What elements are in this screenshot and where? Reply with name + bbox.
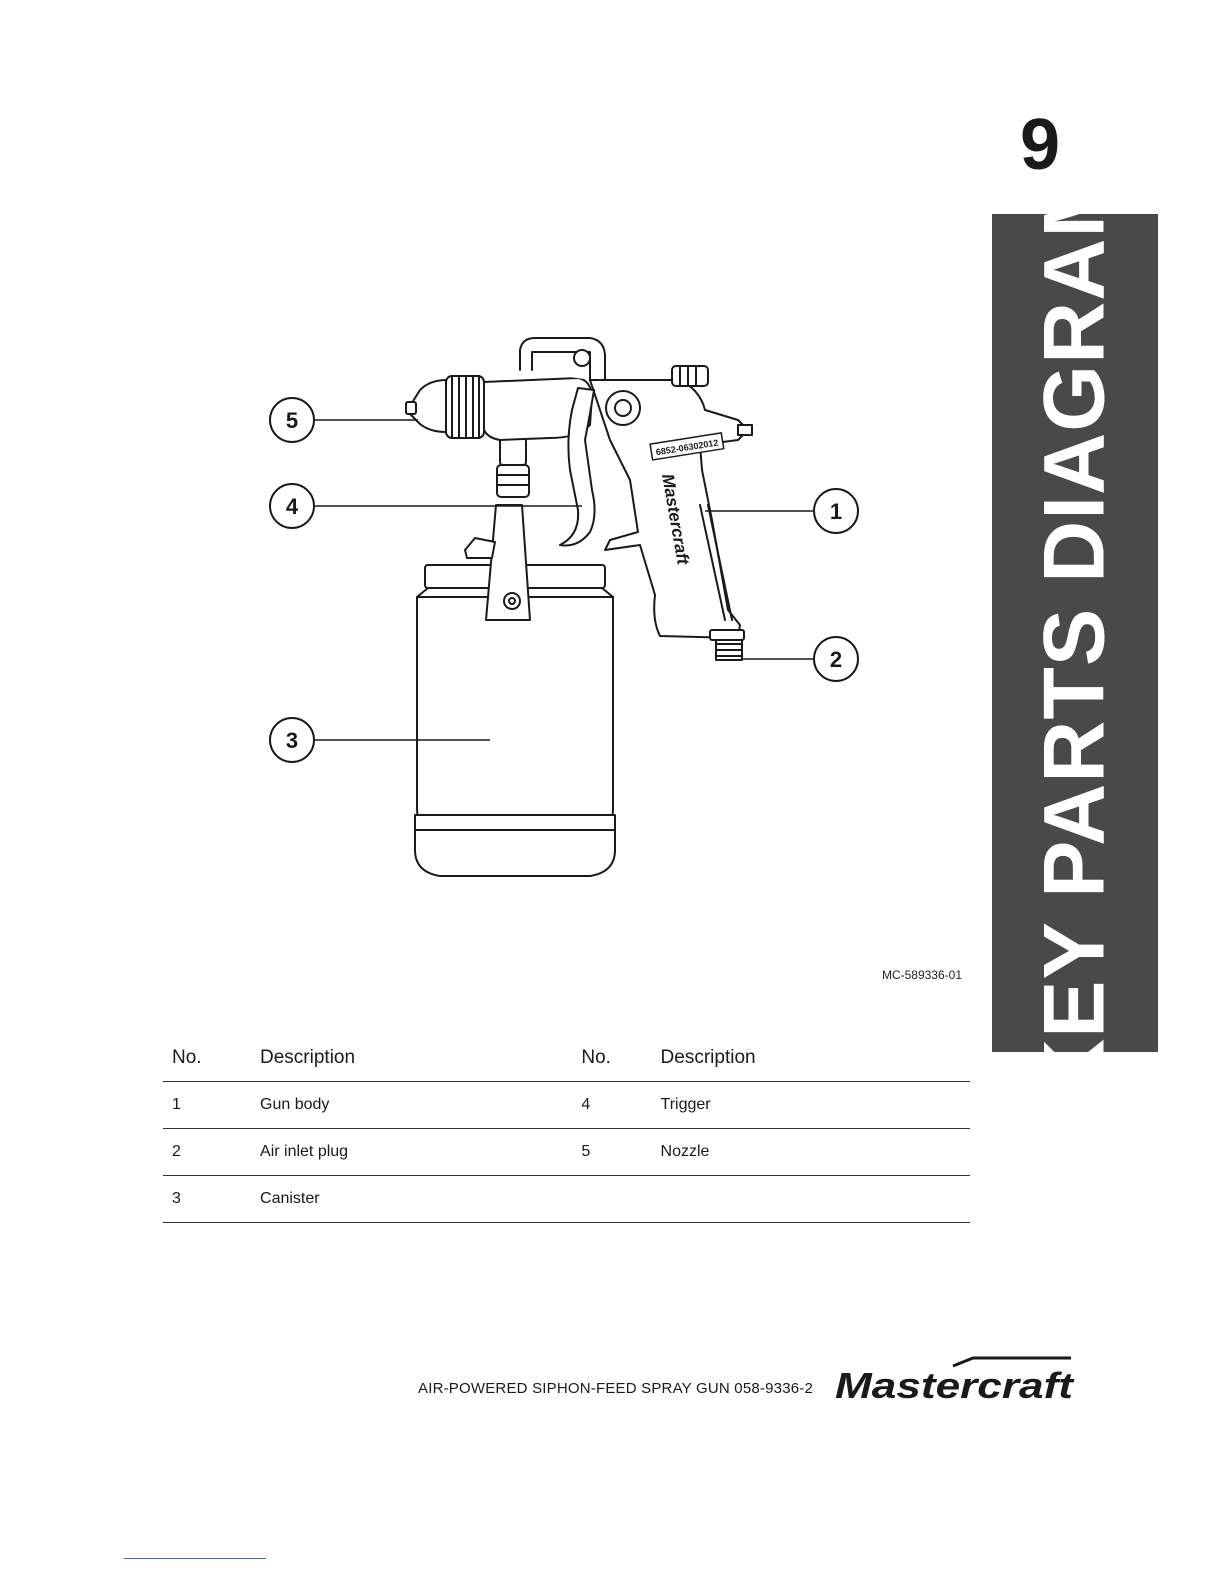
callout-5 — [270, 398, 418, 442]
svg-text:1: 1 — [829, 499, 843, 524]
header-no-a: No. — [163, 1035, 260, 1082]
parts-table — [163, 1035, 970, 1223]
section-title: KEY PARTS DIAGRAM — [1026, 165, 1123, 1101]
table-row — [163, 1129, 970, 1176]
cell-description: Trigger — [661, 1082, 970, 1129]
cell-description: Air inlet plug — [260, 1129, 571, 1176]
cell-description: Gun body — [260, 1082, 571, 1129]
svg-text:5: 5 — [285, 408, 299, 433]
footer-product-title: AIR-POWERED SIPHON-FEED SPRAY GUN 058-9336-2 — [418, 1380, 814, 1397]
callout-4 — [270, 484, 582, 528]
table-header-row — [163, 1035, 970, 1082]
svg-text:6852-06302012: 6852-06302012 — [655, 437, 720, 458]
cell-description: Nozzle — [661, 1129, 970, 1176]
canister-bottom-band — [415, 815, 615, 876]
section-tab — [992, 165, 1158, 1101]
adjustment-knob — [606, 391, 640, 425]
cell-no: 5 — [571, 1129, 660, 1176]
page-number: 9 — [1019, 105, 1061, 185]
svg-text:3: 3 — [285, 728, 299, 753]
cell-no: 4 — [571, 1082, 660, 1129]
brand-logo — [833, 1356, 1077, 1404]
cell-no: 1 — [163, 1082, 260, 1129]
callout-2 — [742, 637, 858, 681]
body-brand: Mastercraft — [658, 472, 693, 566]
header-description-a: Description — [260, 1035, 571, 1082]
spray-gun-illustration — [406, 338, 752, 876]
callout-1 — [705, 489, 858, 533]
svg-text:2: 2 — [829, 647, 843, 672]
table-row — [163, 1082, 970, 1129]
table-row — [163, 1176, 970, 1223]
header-no-b: No. — [571, 1035, 660, 1082]
figure-code: MC-589336-01 — [881, 968, 962, 982]
svg-text:4: 4 — [285, 494, 299, 519]
cell-no — [571, 1176, 660, 1223]
cell-description — [661, 1176, 970, 1223]
cell-description: Canister — [260, 1176, 571, 1223]
cell-no: 2 — [163, 1129, 260, 1176]
cell-no: 3 — [163, 1176, 260, 1223]
bottom-link-underline — [124, 1558, 266, 1559]
svg-text:Mastercraft: Mastercraft — [835, 1365, 1076, 1404]
header-description-b: Description — [661, 1035, 970, 1082]
key-parts-diagram — [260, 320, 880, 890]
canister-body — [417, 597, 613, 832]
